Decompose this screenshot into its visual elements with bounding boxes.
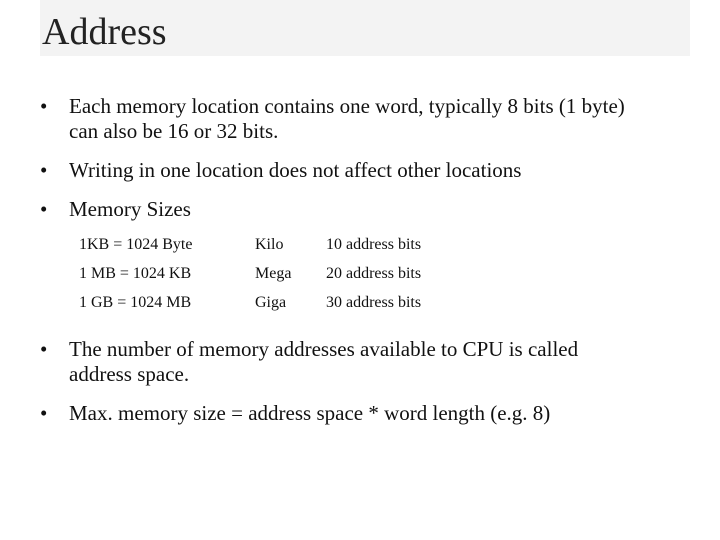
bullet-text-line: can also be 16 or 32 bits. bbox=[69, 119, 279, 143]
bullet-text-line: The number of memory addresses available to CPU is called bbox=[69, 337, 579, 361]
size-prefix: Kilo bbox=[255, 235, 284, 253]
size-address-bits: 10 address bits bbox=[326, 235, 422, 253]
size-prefix: Mega bbox=[255, 264, 292, 282]
bullet-text-line: Memory Sizes bbox=[69, 197, 191, 221]
bullet-text-line: address space. bbox=[69, 362, 190, 386]
bullet-dot: • bbox=[40, 158, 48, 182]
bullet-word-size bbox=[40, 94, 700, 144]
bullet-text-line: Each memory location contains one word, typically 8 bits (1 byte) bbox=[69, 94, 625, 118]
bullet-dot: • bbox=[40, 94, 48, 118]
table-row bbox=[79, 230, 486, 259]
bullet-dot: • bbox=[40, 197, 48, 221]
size-amount: 1 MB = 1024 KB bbox=[79, 264, 192, 282]
table-row bbox=[79, 259, 486, 288]
bullet-address-space bbox=[40, 337, 700, 387]
size-amount: 1KB = 1024 Byte bbox=[79, 235, 193, 253]
bullet-dot: • bbox=[40, 337, 48, 361]
size-amount: 1 GB = 1024 MB bbox=[79, 293, 192, 311]
size-prefix: Giga bbox=[255, 293, 287, 311]
bullet-text-line: Writing in one location does not affect other locations bbox=[69, 158, 522, 182]
title-bar bbox=[40, 0, 690, 56]
table-row bbox=[79, 288, 486, 317]
slide-title: Address bbox=[42, 11, 167, 53]
size-address-bits: 30 address bits bbox=[326, 293, 422, 311]
bullet-dot: • bbox=[40, 401, 48, 425]
bullet-max-memory bbox=[40, 401, 700, 426]
bullet-list bbox=[40, 94, 700, 440]
bullet-memory-sizes bbox=[40, 197, 700, 222]
size-address-bits: 20 address bits bbox=[326, 264, 422, 282]
bullet-text-line: Max. memory size = address space * word length (e.g. 8) bbox=[69, 401, 551, 425]
bullet-writing bbox=[40, 158, 700, 183]
memory-sizes-table bbox=[79, 230, 486, 317]
